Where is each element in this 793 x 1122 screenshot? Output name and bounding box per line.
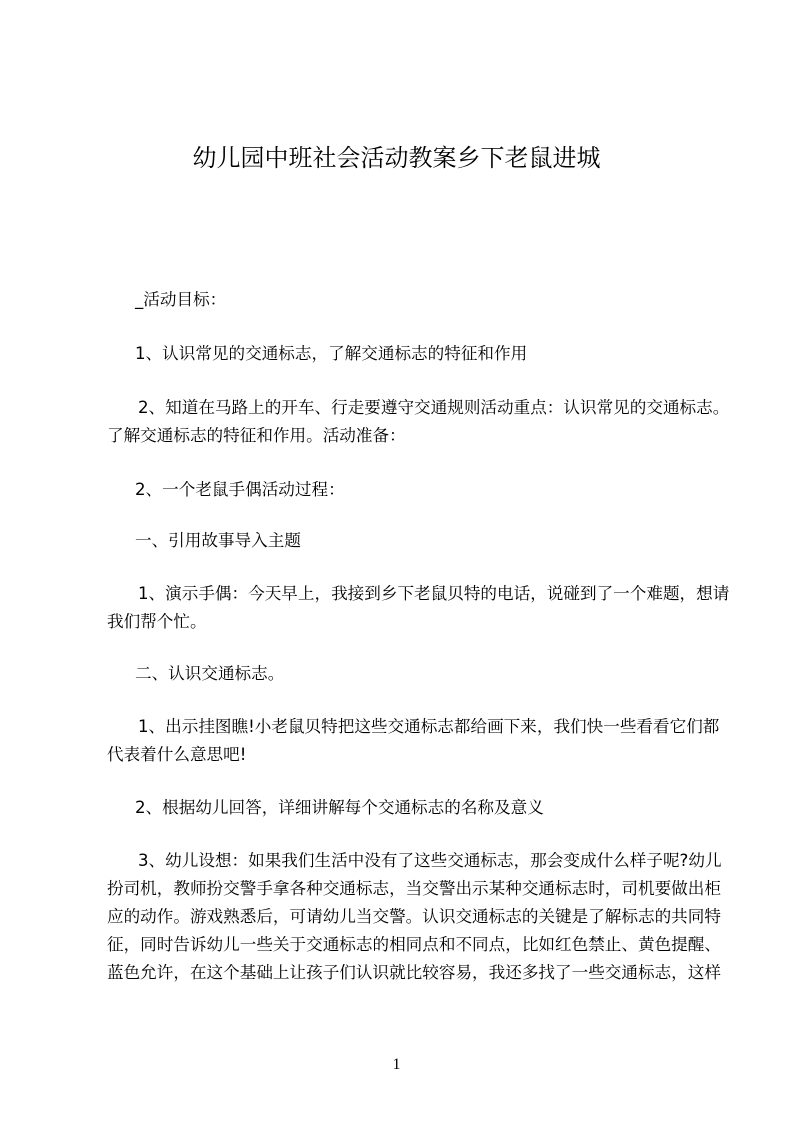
paragraph-line: 扮司机，教师扮交警手拿各种交通标志，当交警出示某种交通标志时，司机要做出柜 bbox=[107, 879, 721, 898]
paragraph-line: 征，同时告诉幼儿一些关于交通标志的相同点和不同点，比如红色禁止、黄色提醒、 bbox=[107, 935, 721, 954]
document-title: 幼儿园中班社会活动教案乡下老鼠进城 bbox=[192, 144, 601, 172]
paragraph-line: 2、一个老鼠手偶活动过程： bbox=[135, 480, 345, 499]
paragraph-line: 代表着什么意思吧! bbox=[107, 745, 247, 764]
paragraph-line: 2、根据幼儿回答，详细讲解每个交通标志的名称及意义 bbox=[135, 798, 544, 817]
paragraph-line: 了解交通标志的特征和作用。活动准备： bbox=[107, 426, 406, 445]
paragraph-line: 2、知道在马路上的开车、行走要遵守交通规则活动重点：认识常见的交通标志。 bbox=[138, 398, 730, 417]
paragraph-line: 我们帮个忙。 bbox=[107, 612, 207, 631]
paragraph-line: 1、出示挂图瞧!小老鼠贝特把这些交通标志都给画下来，我们快一些看看它们都 bbox=[138, 717, 720, 736]
paragraph-line: 二、认识交通标志。 bbox=[135, 664, 285, 683]
paragraph-line: 1、演示手偶：今天早上，我接到乡下老鼠贝特的电话，说碰到了一个难题，想请 bbox=[138, 584, 730, 603]
paragraph-line: 一、引用故事导入主题 bbox=[135, 531, 301, 550]
paragraph-line: 3、幼儿设想：如果我们生活中没有了这些交通标志，那会变成什么样子呢?幼儿 bbox=[138, 851, 722, 870]
paragraph-line: 蓝色允许，在这个基础上让孩子们认识就比较容易，我还多找了一些交通标志，这样 bbox=[107, 963, 721, 982]
page-number: 1 bbox=[392, 1056, 401, 1073]
paragraph-line: 应的动作。游戏熟悉后，可请幼儿当交警。认识交通标志的关键是了解标志的共同特 bbox=[107, 907, 721, 926]
paragraph-line: _活动目标： bbox=[135, 290, 227, 309]
paragraph-line: 1、认识常见的交通标志，了解交通标志的特征和作用 bbox=[135, 344, 528, 363]
